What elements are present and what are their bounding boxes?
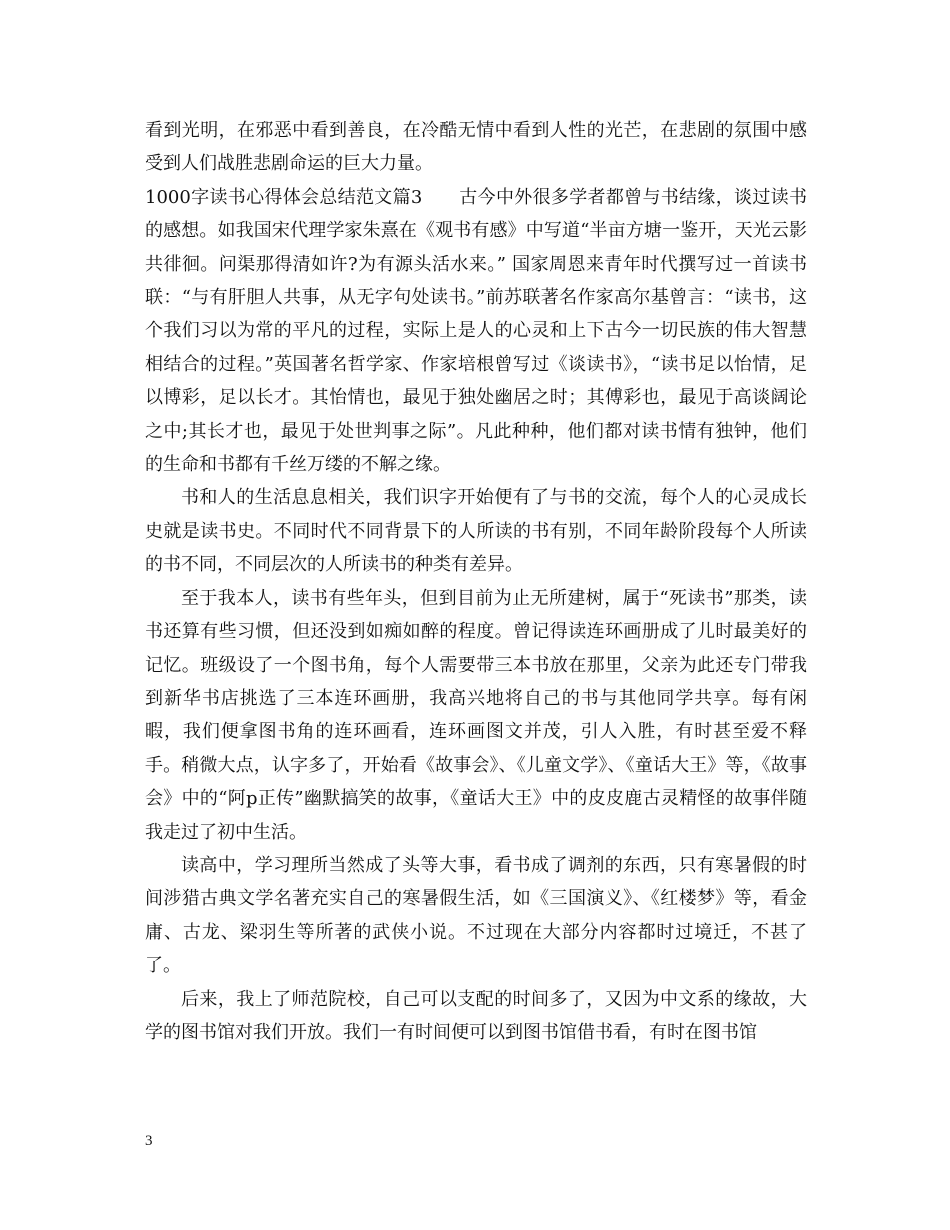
page-number: 3 <box>145 1133 153 1149</box>
paragraph-3: 书和人的生活息息相关，我们识字开始便有了与书的交流，每个人的心灵成长史就是读书史。不同时代不同背景下的人所读的书有别，不同年龄阶段每个人所读的书不同，不同层次的人所读书的种类有差异。 <box>145 487 807 576</box>
paragraph-5: 读高中，学习理所当然成了头等大事，看书成了调剂的东西，只有寒暑假的时间涉猎古典文学名著充实自己的寒暑假生活，如《三国演义》、《红楼梦》等，看金庸、古龙、梁羽生等所著的武侠小说。不过现在大部分内容都时过境迁，不甚了了。 <box>145 854 807 977</box>
paragraph-4: 至于我本人，读书有些年头，但到目前为止无所建树，属于“死读书”那类，读书还算有些习惯，但还没到如痴如醉的程度。曾记得读连环画册成了儿时最美好的记忆。班级设了一个图书角，每个人需要带三本书放在那里，父亲为此还专门带我到新华书店挑选了三本连环画册，我高兴地将自己的书与其他同学共享。每有闲暇，我们便拿图书角的连环画看，连环画图文并茂，引人入胜，有时甚至爱不释手。稍微大点，认字多了，开始看《故事会》、《儿童文学》、《童话大王》等，《故事会》中的“阿p正传”幽默搞笑的故事，《童话大王》中的皮皮鹿古灵精怪的故事伴随我走过了初中生活。 <box>145 587 807 843</box>
paragraph-1: 看到光明，在邪恶中看到善良，在冷酷无情中看到人性的光芒，在悲剧的氛围中感受到人们战胜悲剧命运的巨大力量。 <box>145 120 807 175</box>
document-body <box>145 114 807 1049</box>
paragraph-2: 1000字读书心得体会总结范文篇3 古今中外很多学者都曾与书结缘，谈过读书的感想。如我国宋代理学家朱熹在《观书有感》中写道“半亩方塘一鉴开，天光云影共徘徊。问渠那得清如许?为有源头活水来。” 国家周恩来青年时代撰写过一首读书联：“与有肝胆人共事，从无字句处读书。”前苏联著名作家高尔基曾言：“读书，这个我们习以为常的平凡的过程，实际上是人的心灵和上下古今一切民族的伟大智慧相结合的过程。”英国著名哲学家、作家培根曾写过《谈读书》，“读书足以怡情，足以博彩，足以长才。其怡情也，最见于独处幽居之时；其傅彩也，最见于高谈阔论之中;其长才也，最见于处世判事之际”。凡此种种，他们都对读书情有独钟，他们的生命和书都有千丝万缕的不解之缘。 <box>145 186 807 476</box>
paragraph-6: 后来，我上了师范院校，自己可以支配的时间多了，又因为中文系的缘故，大学的图书馆对我们开放。我们一有时间便可以到图书馆借书看，有时在图书馆 <box>145 988 807 1043</box>
